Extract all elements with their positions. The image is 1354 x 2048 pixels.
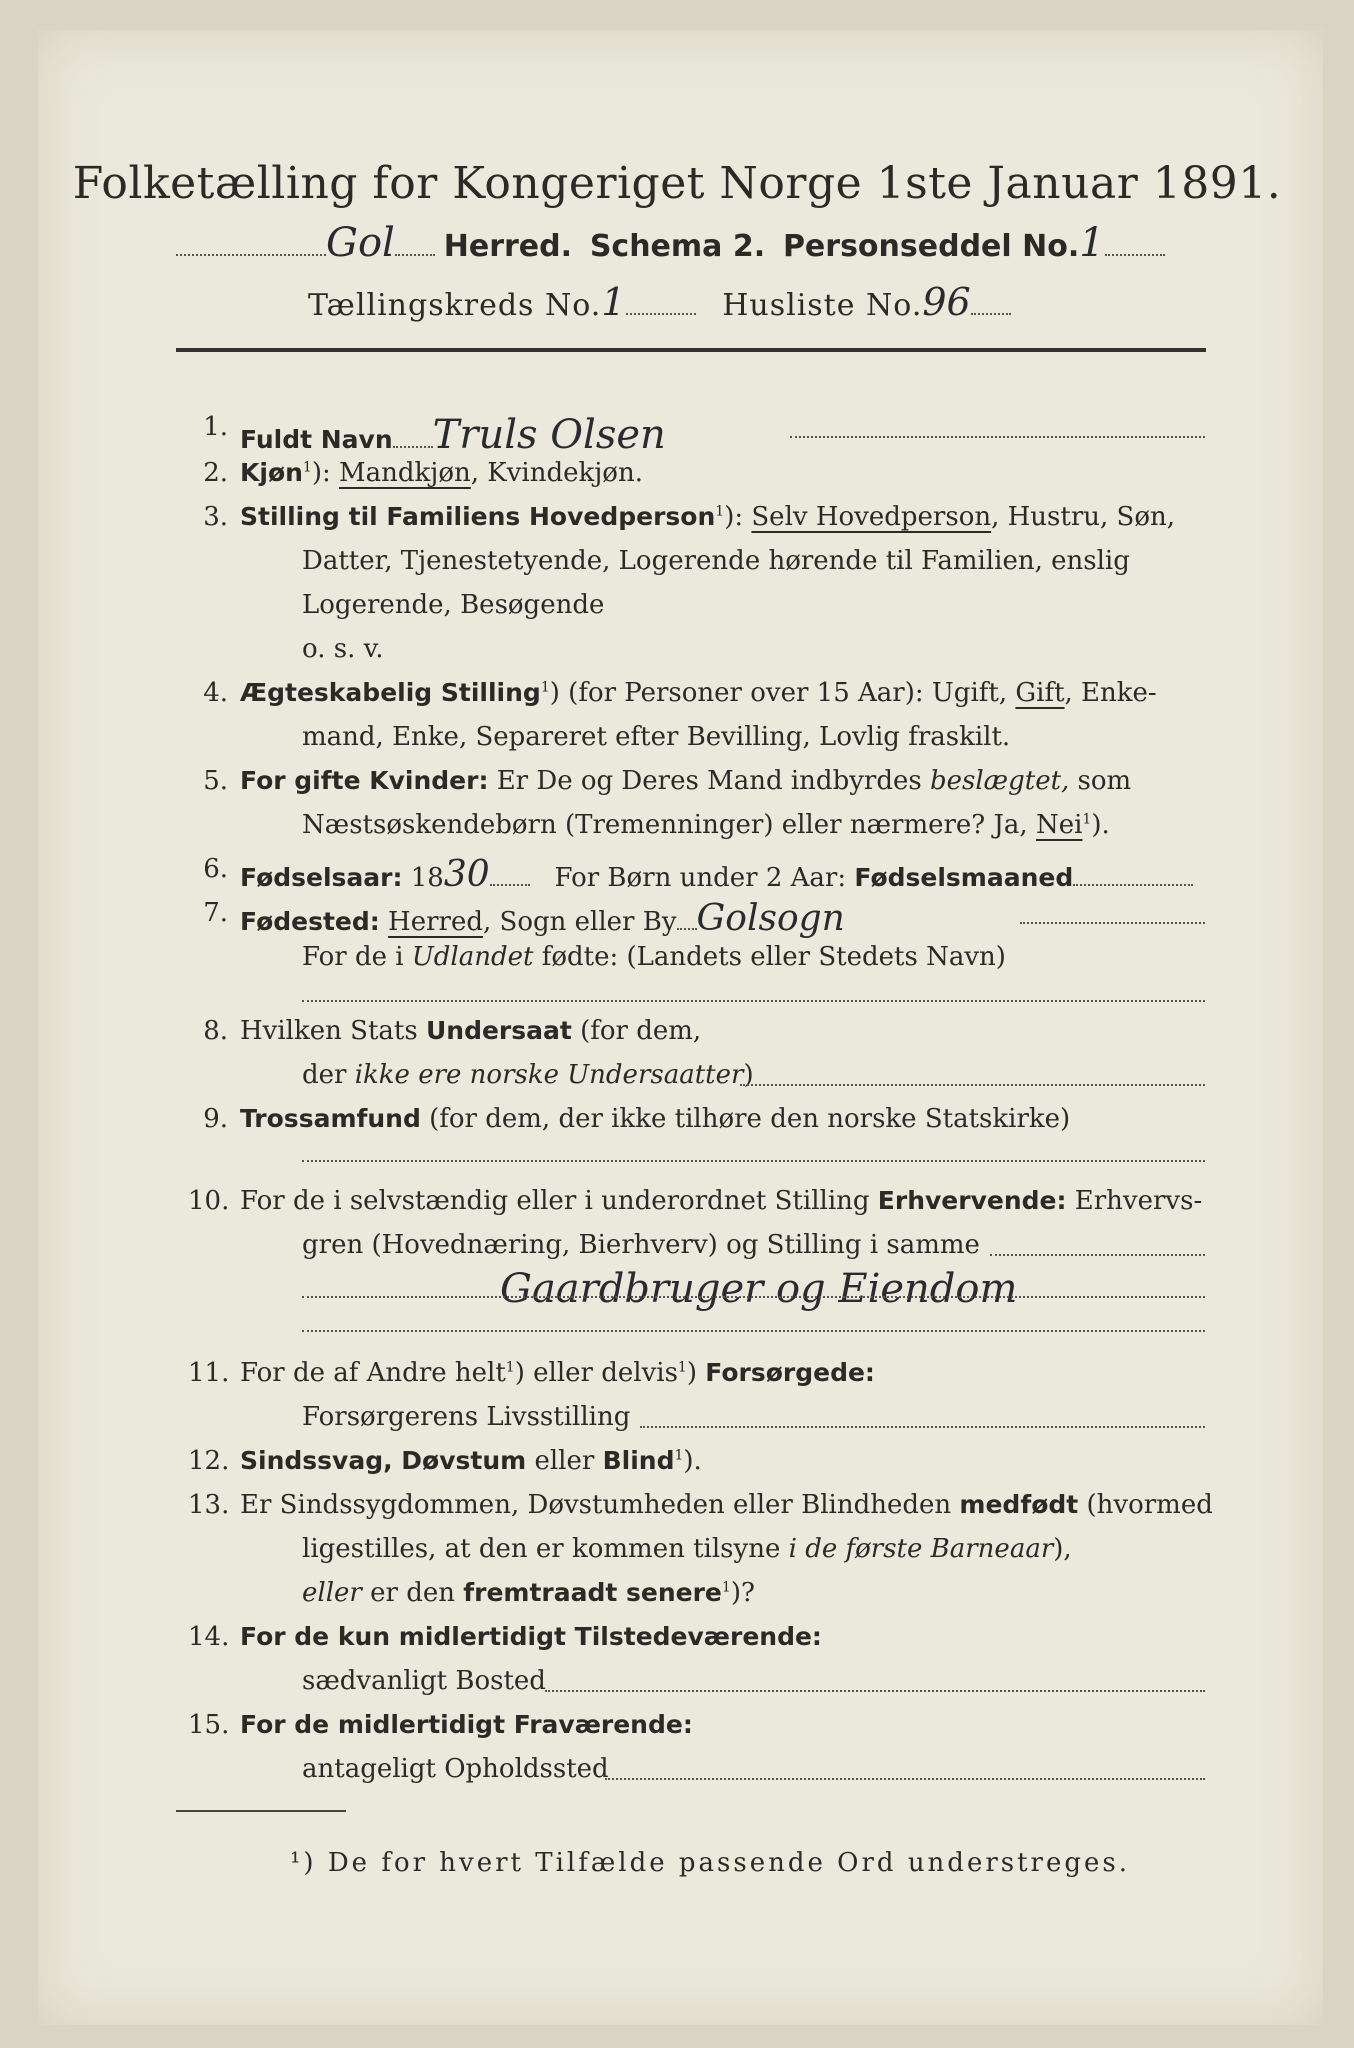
q1-row: [240, 412, 666, 458]
q13-row: [240, 1490, 1213, 1520]
q5-label: For gifte Kvinder:: [240, 766, 489, 795]
herred-label: Herred.: [443, 229, 572, 264]
q2-row: Kjøn$^1$): Mandkjøn, Kvindekjøn.: [240, 458, 643, 488]
q13-line2a: ligestilles, at den er kommen tilsyne: [302, 1534, 789, 1564]
q4-line2: mand, Enke, Separeret efter Bevilling, Lovlig fraskilt.: [302, 722, 1011, 752]
q15-line2: antageligt Opholdssted: [302, 1754, 609, 1784]
q10-number: 10.: [188, 1186, 230, 1216]
q4-label: Ægteskabelig Stilling: [240, 678, 541, 707]
taellingskreds-label: Tællingskreds No.: [308, 288, 602, 323]
q3-line2: Datter, Tjenestetyende, Logerende hørende til Familien, enslig: [302, 546, 1130, 576]
q13-label: medfødt: [959, 1490, 1079, 1519]
q3-row: Stilling til Familiens Hovedperson$^1$): Selv Hovedperson, Hustru, Søn,: [240, 502, 1176, 532]
q15-dotline: [605, 1778, 1205, 1780]
q11-text3: ): [686, 1358, 706, 1388]
q2-number: 2.: [203, 458, 228, 488]
q8-dotline: [740, 1084, 1205, 1086]
q12-row: Sindssvag, Døvstum eller Blind$^1$).: [240, 1446, 702, 1476]
q8-text1: Hvilken Stats: [240, 1016, 426, 1046]
herred-value: Gol: [326, 220, 395, 266]
q5-number: 5.: [203, 766, 228, 796]
q8-line2: [302, 1060, 754, 1090]
q4-row: Ægteskabelig Stilling$^1$) (for Personer over 15 Aar): Ugift, Gift, Enke-: [240, 678, 1157, 708]
q11-number: 11.: [188, 1358, 230, 1388]
q14-line2: sædvanligt Bosted: [302, 1666, 546, 1696]
q4-number: 4.: [203, 678, 228, 708]
q8-text2: (for dem,: [571, 1016, 702, 1046]
q7-line2-italic: Udlandet: [411, 942, 534, 972]
q13-text2: (hvormed: [1078, 1490, 1213, 1520]
q15-label: midlertidigt Fraværende:: [337, 1710, 693, 1739]
q13-line3a: er den: [361, 1578, 464, 1608]
q9-blank-dotline: [302, 1160, 1205, 1162]
q9-row: [240, 1104, 1070, 1134]
q15-row: [240, 1710, 693, 1740]
q7-dotline: [1020, 922, 1205, 924]
footnote-rule: [176, 1810, 346, 1812]
q7-line2a: For de i: [302, 942, 412, 972]
q6-label2: Fødselsmaaned: [854, 863, 1074, 892]
q10-label: Erhvervende:: [877, 1186, 1067, 1215]
q11-row: For de af Andre helt$^1$) eller delvis$^1$) Forsørgede:: [240, 1358, 875, 1388]
q1-number: 1.: [203, 412, 228, 442]
q14-number: 14.: [188, 1622, 230, 1652]
q3-rest: , Hustru, Søn,: [991, 502, 1176, 532]
header-herred-line: [176, 220, 1165, 266]
q1-dotline: [790, 436, 1205, 438]
q14-row: [240, 1622, 822, 1652]
q3-label: Stilling til Familiens Hovedperson: [240, 502, 716, 531]
q5-line2: Næstsøskendebørn (Tremenninger) eller nærmere? Ja, Nei$^1$).: [302, 810, 1110, 840]
q13-line2-italic: i de første Barneaar: [788, 1534, 1054, 1564]
q13-line2: [302, 1534, 1072, 1564]
q3-number: 3.: [203, 502, 228, 532]
q5-line2b: ).: [1091, 810, 1110, 840]
q7-line2: [302, 942, 1006, 972]
q2-label: Kjøn: [240, 458, 303, 487]
q6-value: 30: [443, 854, 490, 895]
q4-sup: 1: [540, 679, 550, 696]
q11-text2: ) eller delvis: [514, 1358, 678, 1388]
personseddel-value: 1: [1079, 220, 1105, 266]
q10-row: [240, 1186, 1202, 1216]
header-kreds-line: [308, 280, 1011, 324]
q9-text: (for dem, der ikke tilhøre den norske Statskirke): [420, 1104, 1071, 1134]
husliste-label: Husliste No.: [722, 288, 923, 323]
q15-text: For de: [240, 1710, 338, 1739]
q6-label: Fødselsaar:: [240, 863, 403, 892]
q9-label: Trossamfund: [240, 1104, 421, 1133]
q5-text1: Er De og Deres Mand indbyrdes: [488, 766, 930, 796]
q12-label1: Sindssvag, Døvstum: [240, 1446, 527, 1475]
q10-line2-dotline: [990, 1254, 1205, 1256]
q8-line2b: ): [743, 1060, 754, 1090]
q7-line2b: fødte: (Landets eller Stedets Navn): [533, 942, 1006, 972]
q7-option-herred: Herred: [388, 907, 483, 937]
q7-label: Fødested:: [240, 907, 380, 936]
q11-text1: For de af Andre helt: [240, 1358, 506, 1388]
q4-text2: , Enke-: [1064, 678, 1157, 708]
form-title: Folketælling for Kongeriget Norge 1ste Januar 1891.: [72, 158, 1282, 209]
q5-text2: som: [1069, 766, 1132, 796]
q13-line3-italic: eller: [302, 1578, 362, 1608]
q7-value: Golsogn: [696, 898, 845, 939]
q11-line2: Forsørgerens Livsstilling: [302, 1402, 631, 1432]
q5-option-nei: Nei: [1035, 810, 1083, 840]
q4-text1: (for Personer over 15 Aar): Ugift,: [559, 678, 1016, 708]
q8-label: Undersaat: [425, 1016, 572, 1045]
q5-row: [240, 766, 1131, 796]
q10-text2: Erhvervs-: [1066, 1186, 1203, 1216]
q2-sup: 1: [302, 459, 312, 476]
q12-end: ).: [683, 1446, 702, 1476]
q11-dotline: [640, 1426, 1205, 1428]
q13-number: 13.: [188, 1490, 230, 1520]
q1-label: Fuldt Navn: [240, 425, 393, 454]
husliste-value: 96: [922, 280, 971, 324]
footnote: ¹) De for hvert Tilfælde passende Ord understreges.: [290, 1848, 1131, 1878]
q10-text1: For de i selvstændig eller i underordnet Stilling: [240, 1186, 878, 1216]
taellingskreds-value: 1: [601, 280, 626, 324]
q8-row: [240, 1016, 701, 1046]
schema-label: Schema 2.: [589, 229, 766, 264]
q14-dotline: [545, 1690, 1205, 1692]
q13-line2b: ),: [1053, 1534, 1072, 1564]
q6-number: 6.: [203, 854, 228, 884]
q7-text: , Sogn eller By: [483, 907, 677, 937]
q7-blank-dotline: [302, 1000, 1205, 1002]
q10-value-dotline: [302, 1296, 1205, 1298]
q7-number: 7.: [203, 898, 228, 928]
q3-sup: 1: [715, 503, 725, 520]
q13-line3: eller er den fremtraadt senere$^1$)?: [302, 1578, 755, 1608]
q7-row: [240, 898, 845, 939]
q6-row: [240, 854, 1193, 895]
q9-number: 9.: [203, 1104, 228, 1134]
q15-number: 15.: [188, 1710, 230, 1740]
q2-option-mandkjon: Mandkjøn: [339, 458, 471, 488]
q4-option-gift: Gift: [1015, 678, 1065, 708]
q14-text: For de kun: [240, 1622, 399, 1651]
q13-line3-bold: fremtraadt senere: [463, 1578, 722, 1607]
personseddel-label: Personseddel No.: [782, 229, 1080, 264]
q8-line2-italic: ikke ere norske Undersaatter: [354, 1060, 744, 1090]
q10-blank-dotline: [302, 1330, 1205, 1332]
q12-label2: Blind: [602, 1446, 675, 1475]
q3-line3: Logerende, Besøgende: [302, 590, 605, 620]
q2-rest: , Kvindekjøn.: [470, 458, 643, 488]
q12-text: eller: [526, 1446, 603, 1476]
q10-value: Gaardbruger og Eiendom: [500, 1266, 1018, 1312]
q11-label: Forsørgede:: [705, 1358, 875, 1387]
q12-number: 12.: [188, 1446, 230, 1476]
q8-line2a: der: [302, 1060, 355, 1090]
q5-line2a: Næstsøskendebørn (Tremenninger) eller nærmere? Ja,: [302, 810, 1036, 840]
q1-value: Truls Olsen: [432, 412, 666, 458]
q3-option-selv: Selv Hovedperson: [751, 502, 992, 532]
q3-line4: o. s. v.: [302, 634, 384, 664]
q13-text1: Er Sindssygdommen, Døvstumheden eller Blindheden: [240, 1490, 960, 1520]
q6-prefix: 18: [402, 863, 444, 893]
q14-label: midlertidigt Tilstedeværende:: [398, 1622, 822, 1651]
q8-number: 8.: [203, 1016, 228, 1046]
header-rule: [176, 348, 1206, 352]
q6-text: For Børn under 2 Aar:: [554, 863, 855, 893]
q13-line3-end: )?: [730, 1578, 755, 1608]
q10-line2: gren (Hovednæring, Bierhverv) og Stilling i samme: [302, 1230, 980, 1260]
q5-italic: beslægtet,: [929, 766, 1070, 796]
